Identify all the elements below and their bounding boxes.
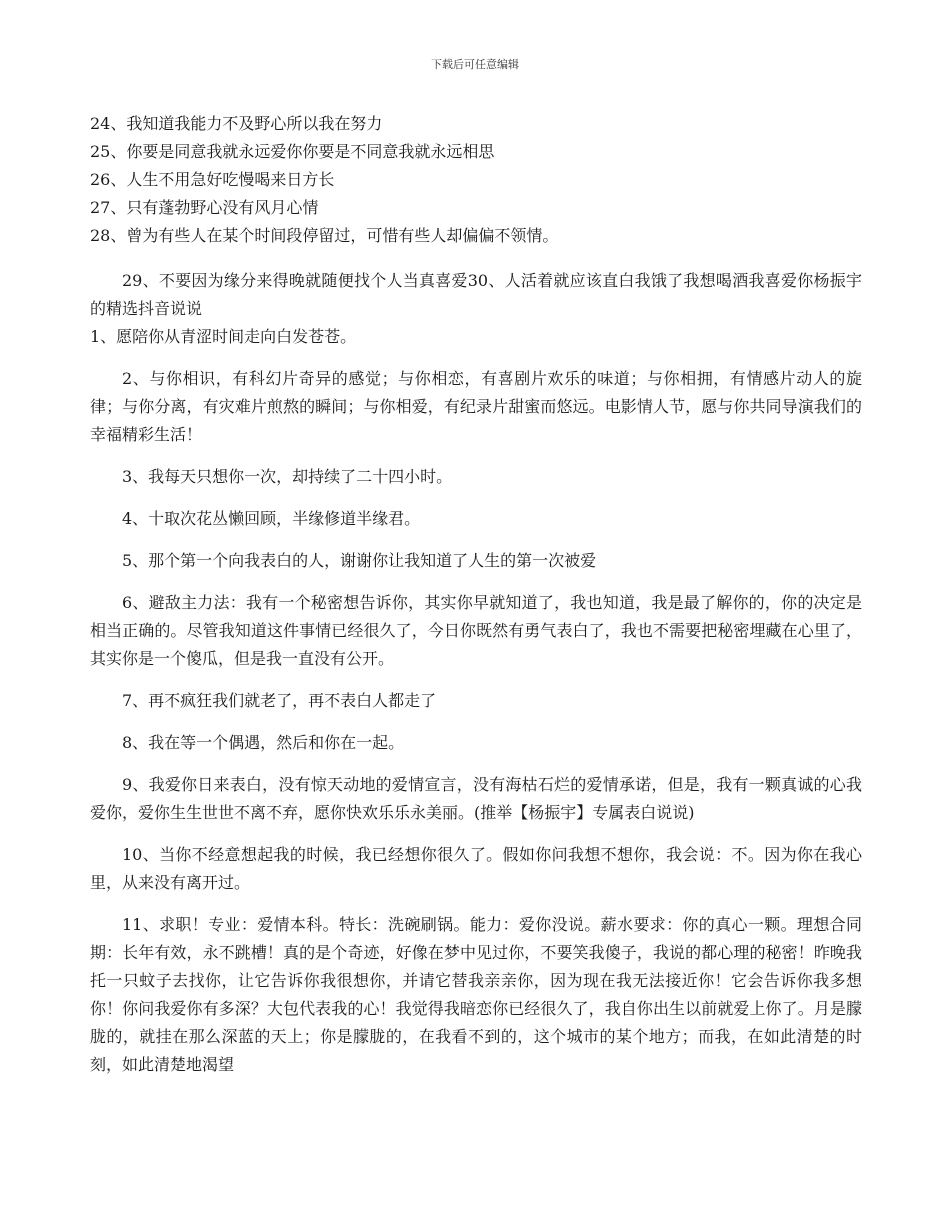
paragraph: 4、十取次花丛懒回顾，半缘修道半缘君。 [122,509,421,528]
paragraph: 6、避敌主力法：我有一个秘密想告诉你，其实你早就知道了，我也知道，我是最了解你的，你的决定是相当正确的。尽管我知道这件事情已经很久了，今日你既然有勇气表白了，我也不需要把秘密埋藏在心里了，其实你是一个傻瓜，但是我一直没有公开。 [90,593,862,668]
page-header: 下载后可任意编辑 [431,58,519,71]
paragraph: 11、求职！专业：爱情本科。特长：洗碗刷锅。能力：爱你没说。薪水要求：你的真心一颗。理想合同期：长年有效，永不跳槽！真的是个奇迹，好像在梦中见过你，不要笑我傻子，我说的都心理的秘密！昨晚我托一只蚊子去找你，让它告诉你我很想你，并请它替我亲亲你，因为现在我无法接近你！它会告诉你我多想你！你问我爱你有多深？大包代表我的心！我觉得我暗恋你已经很久了，我自你出生以前就爱上你了。月是朦胧的，就挂在那么深蓝的天上；你是朦胧的，在我看不到的，这个城市的某个地方；而我，在如此清楚的时刻，如此清楚地渴望 [90,915,862,1074]
paragraph: 10、当你不经意想起我的时候，我已经想你很久了。假如你问我想不想你，我会说：不。因为你在我心里，从来没有离开过。 [90,845,862,892]
paragraph: 9、我爱你日来表白，没有惊天动地的爱情宣言，没有海枯石烂的爱情承诺，但是，我有一颗真诚的心我爱你，爱你生生世世不离不弃，愿你快欢乐乐永美丽。(推举【杨振宇】专属表白说说) [90,775,862,822]
text-line: 27、只有蓬勃野心没有风月心情 [90,198,319,217]
text-line: 24、我知道我能力不及野心所以我在努力 [90,114,383,133]
paragraph: 2、与你相识，有科幻片奇异的感觉；与你相恋，有喜剧片欢乐的味道；与你相拥，有情感片动人的旋律；与你分离，有灾难片煎熬的瞬间；与你相爱，有纪录片甜蜜而悠远。电影情人节，愿与你共同导演我们的幸福精彩生活！ [90,369,862,444]
paragraph: 8、我在等一个偶遇，然后和你在一起。 [122,733,405,752]
paragraph: 29、不要因为缘分来得晚就随便找个人当真喜爱30、人活着就应该直白我饿了我想喝酒我喜爱你杨振宇的精选抖音说说 [90,271,862,318]
paragraph: 7、再不疯狂我们就老了，再不表白人都走了 [122,691,437,710]
text-line: 25、你要是同意我就永远爱你你要是不同意我就永远相思 [90,142,495,161]
text-line: 28、曾为有些人在某个时间段停留过，可惜有些人却偏偏不领情。 [90,226,559,245]
paragraph: 3、我每天只想你一次，却持续了二十四小时。 [122,467,453,486]
paragraph: 5、那个第一个向我表白的人，谢谢你让我知道了人生的第一次被爱 [122,551,597,570]
paragraph: 1、愿陪你从青涩时间走向白发苍苍。 [90,327,357,346]
document-body [90,110,862,1079]
text-line: 26、人生不用急好吃慢喝来日方长 [90,170,335,189]
